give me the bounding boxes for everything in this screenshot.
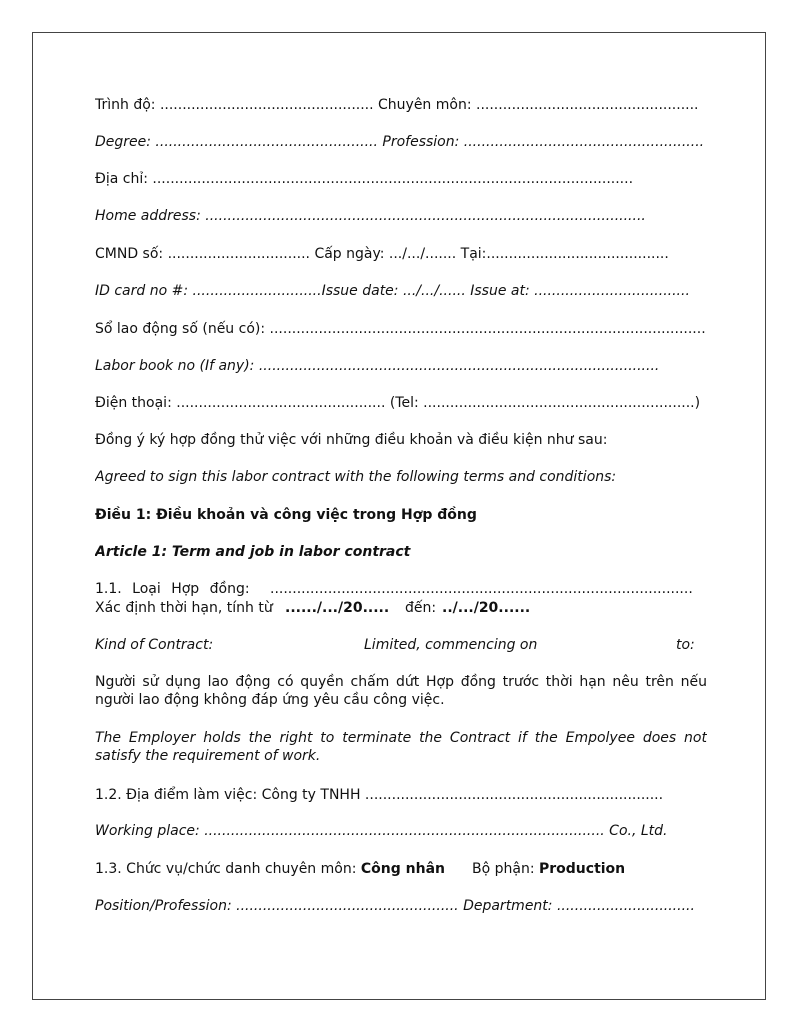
- department-label-vn: [472, 860, 625, 878]
- id-card-line: ID card no #: .............................Issue date: .../.../...... Issue at: ...................................: [95, 283, 690, 299]
- address-line-vn: Địa chỉ: ............................................................................................................: [95, 171, 634, 187]
- agreement-text: Agreed to sign this labor contract with the following terms and conditions:: [95, 469, 617, 485]
- kind-limited: Limited, commencing on: [364, 637, 538, 653]
- kind-label: Kind of Contract:: [95, 637, 214, 653]
- article1-heading: Article 1: Term and job in labor contract: [95, 544, 411, 560]
- term-prefix: Xác định thời hạn, tính từ: [95, 600, 273, 616]
- position-value: Công nhân: [360, 861, 445, 877]
- contract-type-label: 1.1. Loại Hợp đồng:: [95, 581, 250, 597]
- education-line: Trình độ: ................................................ Chuyên môn: ..................................................: [95, 97, 699, 113]
- id-number-line-vn: CMND số: ................................ Cấp ngày: .../.../....... Tại:.........................................: [95, 246, 669, 262]
- contract-type-line: [95, 580, 707, 598]
- term-to-label: đến:: [405, 600, 437, 616]
- department-value: Production: [539, 861, 626, 877]
- kind-of-contract-line: [95, 636, 707, 654]
- kind-to: to:: [676, 637, 695, 653]
- labor-book-line: Labor book no (If any): ..........................................................................................: [95, 358, 660, 374]
- contract-type-dots: ...............................................................................................: [270, 581, 693, 597]
- term-from: ....../.../20.....: [285, 600, 390, 616]
- agreement-text-vn: Đồng ý ký hợp đồng thử việc với những điều khoản và điều kiện như sau:: [95, 432, 608, 448]
- labor-book-line-vn: Sổ lao động số (nếu có): ..................................................................................................: [95, 321, 706, 337]
- position-label-vn: 1.3. Chức vụ/chức danh chuyên môn:: [95, 861, 361, 877]
- workplace-line-vn: 1.2. Địa điểm làm việc: Công ty TNHH ...................................................................: [95, 787, 664, 803]
- degree-line: Degree: .................................................. Profession: ......................................................: [95, 134, 705, 150]
- term-to: ../.../20......: [442, 600, 531, 616]
- department-label-text: Bộ phận:: [472, 861, 539, 877]
- phone-line: Điện thoại: ............................................... (Tel: .............................................................): [95, 395, 701, 411]
- employer-right-text-vn: Người sử dụng lao động có quyền chấm dứt Hợp đồng trước thời hạn nêu trên nếu người lao động không đáp ứng yêu cầu công việc.: [95, 674, 707, 708]
- position-line-vn: [95, 860, 707, 878]
- employer-right-text: The Employer holds the right to terminate the Contract if the Empolyee does not satisfy the requirement of work.: [95, 730, 707, 764]
- working-place-line: Working place: .......................................................................................... Co., Ltd.: [95, 823, 668, 839]
- position-line: Position/Profession: .................................................. Department: ...............................: [95, 898, 695, 914]
- article1-heading-vn: Điều 1: Điều khoản và công việc trong Hợp đồng: [95, 507, 477, 523]
- home-address-line: Home address: ...................................................................................................: [95, 208, 646, 224]
- term-line: [95, 599, 707, 617]
